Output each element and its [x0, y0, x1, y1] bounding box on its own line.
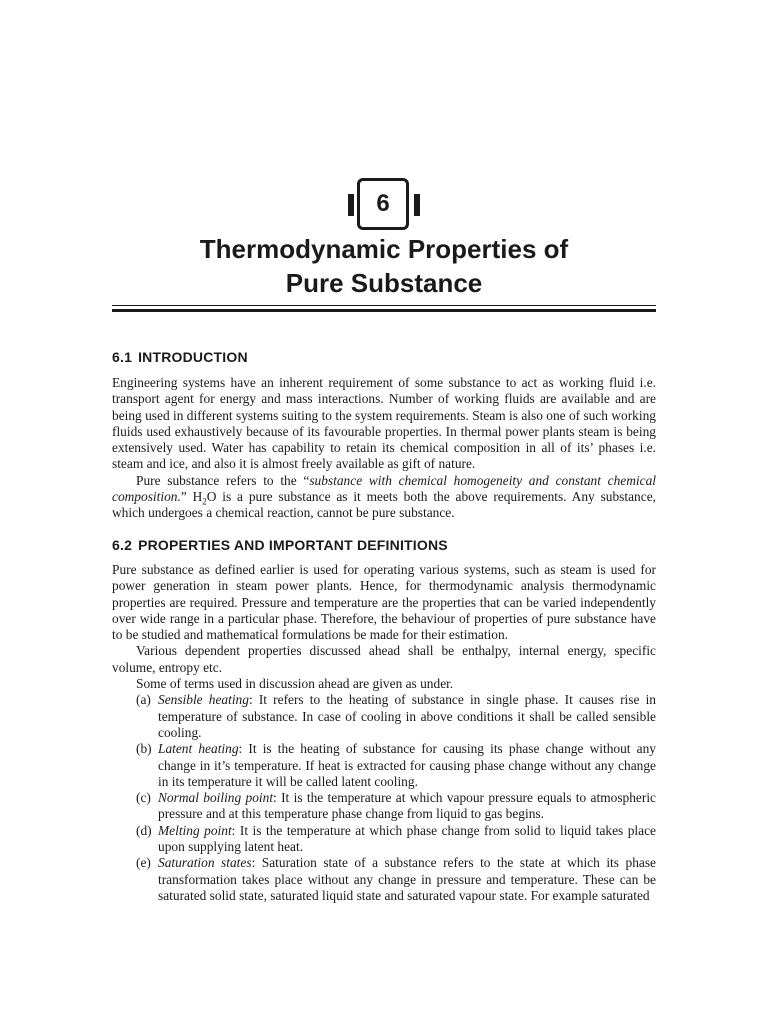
definition-term: Saturation states: [158, 855, 252, 871]
chapter-title: [112, 232, 656, 300]
paragraph: Pure substance as defined earlier is used for operating various systems, such as steam is used for power generation in steam power plants. Hence, for thermodynamic analysis thermodynamic properties are required. Pressure and temperature are the properties that can be varied independently over wide range in a particular phase. Therefore, the behaviour of properties of pure substance have to be studied and mathematical formulations be made for their estimation.: [112, 562, 656, 643]
paragraph: Various dependent properties discussed ahead shall be enthalpy, internal energy, specific volume, entropy etc.: [112, 643, 656, 675]
list-marker: (c): [136, 790, 151, 806]
title-rule-thin: [112, 305, 656, 306]
list-marker: (a): [136, 692, 151, 708]
paragraph-pure-substance: Pure substance refers to the “substance with chemical homogeneity and constant chemical composition.” $H_2O$ is a pure substance as it meets both the above requirements. Any substance, which undergoes a chemical reaction, cannot be pure substance.: [112, 472, 656, 521]
list-item: [112, 790, 656, 823]
definition-term: Normal boiling point: [158, 790, 274, 806]
section-heading-properties: [112, 537, 448, 553]
chapter-number: 6: [357, 178, 409, 230]
chapter-bar-right: [414, 194, 420, 216]
definition-text: : It is the temperature at which vapour pressure equals to atmospheric pressure and at this temperature phase change from liquid to gas begins.: [158, 790, 656, 822]
paragraph: Some of terms used in discussion ahead are given as under.: [136, 676, 454, 692]
list-item: [112, 855, 656, 904]
section-body-properties: [112, 562, 656, 904]
definition-term: Latent heating: [158, 741, 239, 757]
definition-text: : It refers to the heating of substance in single phase. It causes rise in temperature of substance. In case of cooling in above conditions it shall be called sensible cooling.: [158, 692, 656, 740]
definition-emphasis: substance with chemical homogeneity and constant chemical composition.: [112, 472, 656, 505]
list-marker: (b): [136, 741, 152, 757]
section-number: 6.1: [112, 349, 133, 365]
definition-text: : It is the heating of substance for causing its phase change without any change in it’s temperature. If heat is extracted for causing phase change without any change in its temperature it will be called latent cooling.: [158, 741, 656, 789]
list-marker: (d): [136, 822, 152, 838]
section-heading-introduction: [112, 349, 248, 365]
list-marker: (e): [136, 855, 151, 871]
definition-text: : It is the temperature at which phase change from solid to liquid takes place upon supplying latent heat.: [158, 822, 656, 855]
definition-list: [112, 692, 656, 904]
list-item: [112, 692, 656, 741]
subscript: 2: [202, 496, 207, 507]
paragraph: Engineering systems have an inherent requirement of some substance to act as working fluid i.e. transport agent for energy and mass interactions. Number of working fluids are available and are being used in different systems suiting to the system requirements. Steam is also one of such working fluids used exhaustively because of its favourable properties. In thermal power plants steam is being extensively used. Water has capability to retain its chemical composition in all of its’ phases i.e. steam and ice, and also it is almost freely available as gift of nature.: [112, 375, 656, 472]
definition-text: : Saturation state of a substance refers to the state at which its phase transformation takes place without any change in pressure and temperature. These can be saturated solid state, saturated liquid state and saturated vapour state. For example saturated: [158, 855, 656, 903]
definition-term: Sensible heating: [158, 692, 249, 708]
section-body-introduction: [112, 375, 656, 522]
list-item: [112, 741, 656, 790]
chapter-title-line1: Thermodynamic Properties of: [199, 234, 569, 264]
section-title: PROPERTIES AND IMPORTANT DEFINITIONS: [138, 537, 448, 553]
section-title: INTRODUCTION: [138, 349, 248, 365]
title-rule-thick: [112, 309, 656, 312]
section-number: 6.2: [112, 537, 133, 553]
list-item: [112, 823, 656, 856]
chapter-bar-left: [348, 194, 354, 216]
chapter-title-line2: Pure Substance: [285, 268, 483, 298]
book-page: [112, 0, 656, 1024]
definition-term: Melting point: [158, 822, 232, 838]
chapter-number-block: [112, 178, 656, 230]
